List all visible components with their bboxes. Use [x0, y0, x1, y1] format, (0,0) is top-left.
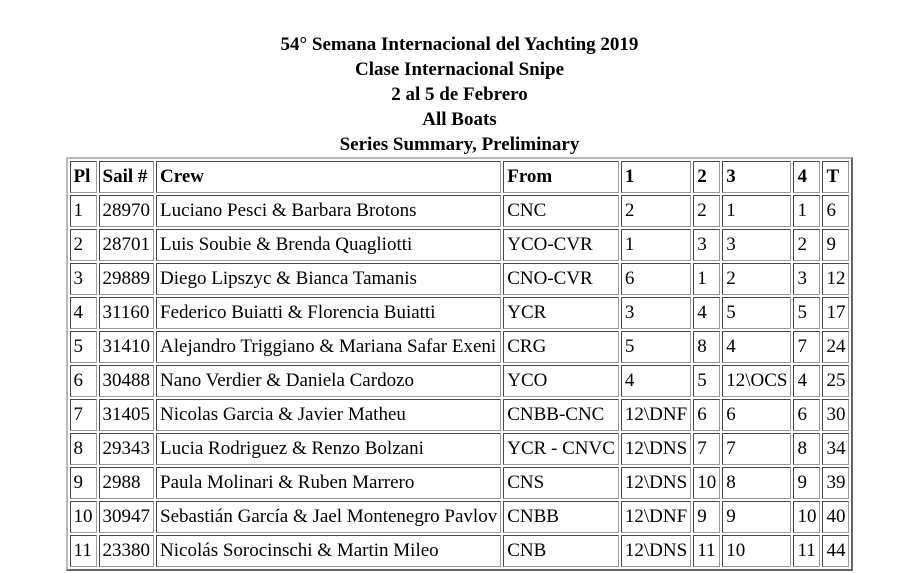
results-table — [66, 157, 854, 571]
race-3-cell: 10 — [722, 535, 791, 567]
race-2-cell: 8 — [693, 331, 720, 363]
sail-number-cell: 23380 — [99, 535, 155, 567]
race-3-cell: 5 — [722, 297, 791, 329]
race-3-cell: 9 — [722, 501, 791, 533]
table-row — [70, 229, 850, 261]
race-1-cell: 6 — [621, 263, 691, 295]
total-cell: 44 — [822, 535, 849, 567]
race-2-cell: 11 — [693, 535, 720, 567]
total-cell: 30 — [822, 399, 849, 431]
sail-number-cell: 31405 — [99, 399, 155, 431]
table-row — [70, 535, 850, 567]
race-4-cell: 11 — [793, 535, 820, 567]
race-4-cell: 8 — [793, 433, 820, 465]
place-cell: 6 — [70, 365, 97, 397]
sail-number-cell: 30947 — [99, 501, 155, 533]
race-2-cell: 9 — [693, 501, 720, 533]
club-cell: CNS — [503, 467, 619, 499]
club-cell: CNBB-CNC — [503, 399, 619, 431]
place-cell: 2 — [70, 229, 97, 261]
race-1-cell: 12\DNS — [621, 467, 691, 499]
club-cell: YCO — [503, 365, 619, 397]
total-cell: 6 — [822, 195, 849, 227]
summary-label: Series Summary, Preliminary — [339, 134, 580, 155]
col-header-crew: Crew — [156, 161, 501, 193]
event-title: 54° Semana Internacional del Yachting 2019 — [280, 34, 639, 55]
race-4-cell: 1 — [793, 195, 820, 227]
col-header-place: Pl — [70, 161, 97, 193]
race-2-cell: 5 — [693, 365, 720, 397]
race-4-cell: 2 — [793, 229, 820, 261]
race-2-cell: 4 — [693, 297, 720, 329]
race-3-cell: 2 — [722, 263, 791, 295]
race-3-cell: 4 — [722, 331, 791, 363]
results-body — [70, 195, 850, 567]
race-2-cell: 6 — [693, 399, 720, 431]
table-row — [70, 195, 850, 227]
club-cell: CNBB — [503, 501, 619, 533]
race-1-cell: 3 — [621, 297, 691, 329]
crew-cell: Diego Lipszyc & Bianca Tamanis — [156, 263, 501, 295]
table-row — [70, 501, 850, 533]
sail-number-cell: 29343 — [99, 433, 155, 465]
race-1-cell: 12\DNS — [621, 433, 691, 465]
col-header-race-1: 1 — [621, 161, 691, 193]
header-row — [70, 161, 850, 193]
place-cell: 4 — [70, 297, 97, 329]
crew-cell: Luciano Pesci & Barbara Brotons — [156, 195, 501, 227]
race-1-cell: 2 — [621, 195, 691, 227]
total-cell: 39 — [822, 467, 849, 499]
place-cell: 1 — [70, 195, 97, 227]
sail-number-cell: 31410 — [99, 331, 155, 363]
table-row — [70, 331, 850, 363]
club-cell: YCO-CVR — [503, 229, 619, 261]
race-4-cell: 3 — [793, 263, 820, 295]
race-1-cell: 4 — [621, 365, 691, 397]
crew-cell: Paula Molinari & Ruben Marrero — [156, 467, 501, 499]
total-cell: 17 — [822, 297, 849, 329]
race-3-cell: 1 — [722, 195, 791, 227]
crew-cell: Nano Verdier & Daniela Cardozo — [156, 365, 501, 397]
table-row — [70, 399, 850, 431]
total-cell: 24 — [822, 331, 849, 363]
race-3-cell: 3 — [722, 229, 791, 261]
place-cell: 8 — [70, 433, 97, 465]
race-1-cell: 1 — [621, 229, 691, 261]
crew-cell: Luis Soubie & Brenda Quagliotti — [156, 229, 501, 261]
sail-number-cell: 30488 — [99, 365, 155, 397]
table-row — [70, 263, 850, 295]
sail-number-cell: 28701 — [99, 229, 155, 261]
race-2-cell: 1 — [693, 263, 720, 295]
total-cell: 12 — [822, 263, 849, 295]
race-1-cell: 5 — [621, 331, 691, 363]
race-4-cell: 4 — [793, 365, 820, 397]
total-cell: 34 — [822, 433, 849, 465]
report-header — [0, 0, 919, 157]
place-cell: 7 — [70, 399, 97, 431]
col-header-race-2: 2 — [693, 161, 720, 193]
race-4-cell: 10 — [793, 501, 820, 533]
sail-number-cell: 2988 — [99, 467, 155, 499]
crew-cell: Lucia Rodriguez & Renzo Bolzani — [156, 433, 501, 465]
sail-number-cell: 31160 — [99, 297, 155, 329]
race-3-cell: 6 — [722, 399, 791, 431]
table-row — [70, 433, 850, 465]
race-3-cell: 12\OCS — [722, 365, 791, 397]
total-cell: 40 — [822, 501, 849, 533]
col-header-race-3: 3 — [722, 161, 791, 193]
event-dates: 2 al 5 de Febrero — [391, 84, 528, 105]
race-4-cell: 9 — [793, 467, 820, 499]
crew-cell: Nicolas Garcia & Javier Matheu — [156, 399, 501, 431]
total-cell: 25 — [822, 365, 849, 397]
race-1-cell: 12\DNF — [621, 501, 691, 533]
col-header-race-4: 4 — [793, 161, 820, 193]
place-cell: 5 — [70, 331, 97, 363]
race-4-cell: 6 — [793, 399, 820, 431]
place-cell: 9 — [70, 467, 97, 499]
place-cell: 11 — [70, 535, 97, 567]
fleet-label: All Boats — [422, 109, 497, 130]
class-name: Clase Internacional Snipe — [354, 59, 565, 80]
club-cell: YCR — [503, 297, 619, 329]
table-row — [70, 297, 850, 329]
crew-cell: Alejandro Triggiano & Mariana Safar Exeni — [156, 331, 501, 363]
race-2-cell: 2 — [693, 195, 720, 227]
place-cell: 3 — [70, 263, 97, 295]
race-1-cell: 12\DNF — [621, 399, 691, 431]
race-4-cell: 5 — [793, 297, 820, 329]
club-cell: CRG — [503, 331, 619, 363]
place-cell: 10 — [70, 501, 97, 533]
crew-cell: Nicolás Sorocinschi & Martin Mileo — [156, 535, 501, 567]
club-cell: YCR - CNVC — [503, 433, 619, 465]
club-cell: CNB — [503, 535, 619, 567]
club-cell: CNC — [503, 195, 619, 227]
race-3-cell: 7 — [722, 433, 791, 465]
table-row — [70, 365, 850, 397]
col-header-sail: Sail # — [99, 161, 155, 193]
race-3-cell: 8 — [722, 467, 791, 499]
total-cell: 9 — [822, 229, 849, 261]
race-4-cell: 7 — [793, 331, 820, 363]
race-2-cell: 10 — [693, 467, 720, 499]
sail-number-cell: 29889 — [99, 263, 155, 295]
race-1-cell: 12\DNS — [621, 535, 691, 567]
race-2-cell: 3 — [693, 229, 720, 261]
race-2-cell: 7 — [693, 433, 720, 465]
col-header-total: T — [822, 161, 849, 193]
crew-cell: Sebastián García & Jael Montenegro Pavlov — [156, 501, 501, 533]
table-row — [70, 467, 850, 499]
sail-number-cell: 28970 — [99, 195, 155, 227]
crew-cell: Federico Buiatti & Florencia Buiatti — [156, 297, 501, 329]
col-header-from: From — [503, 161, 619, 193]
club-cell: CNO-CVR — [503, 263, 619, 295]
